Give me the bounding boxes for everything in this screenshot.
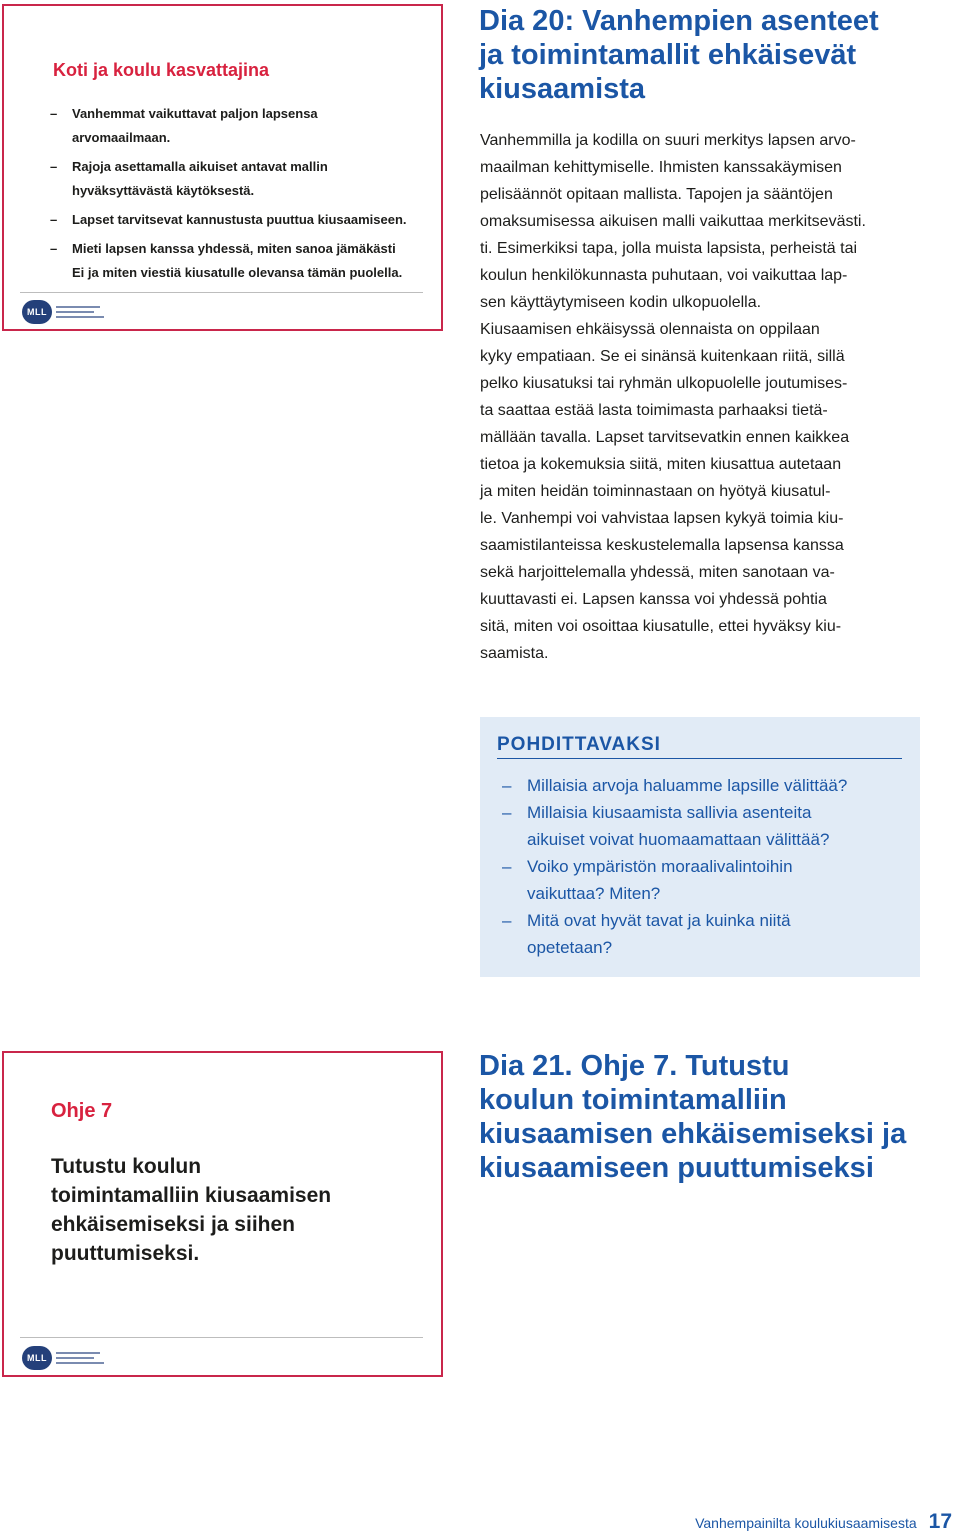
slide-20-divider <box>20 292 423 293</box>
slide-20-bullet <box>50 102 430 150</box>
mll-logo-icon <box>22 1346 104 1370</box>
slide-20-bullet-text: Lapset tarvitsevat kannustusta puuttua kiusaamiseen. <box>72 212 407 227</box>
logo-wordmark-lines <box>56 1352 104 1364</box>
reflection-question <box>502 799 902 853</box>
body-paragraph: Vanhemmilla ja kodilla on suuri merkitys lapsen arvo- maailman kehittymiselle. Ihmisten kanssakäymisen pelisäännöt opitaan mallista. Tapojen ja sääntöjen omaksumisessa aikuisen malli vaikuttaa merkitsevästi. ti. Esimerkiksi tapa, jolla muista lapsista, perheistä tai koulun henkilökunnasta puhutaan, voi vaikuttaa lap- sen käyttäytymiseen kodin ulkopuolella. <box>480 132 866 311</box>
reflection-title-underline <box>497 758 902 759</box>
mll-logo-badge: MLL <box>22 1346 52 1370</box>
page-number: 17 <box>928 1510 952 1533</box>
dash-icon: – <box>50 106 58 121</box>
reflection-question-text: Millaisia arvoja haluamme lapsille välittää? <box>527 776 848 795</box>
slide-20-bullet-text: Vanhemmat vaikuttavat paljon lapsensa arvomaailmaan. <box>72 106 318 145</box>
slide-21-heading: Ohje 7 <box>51 1100 113 1122</box>
dash-icon: – <box>50 212 58 227</box>
slide-20-bullet <box>50 208 430 232</box>
body-paragraph: Kiusaamisen ehkäisyssä olennaista on oppilaan kyky empatiaan. Se ei sinänsä kuitenkaan riitä, sillä pelko kiusatuksi tai ryhmän ulkopuolelle joutumises- ta saattaa estää lasta toimimasta parhaaksi tietä- mällään tavalla. Lapset tarvitsevatkin ennen kaikkea tietoa ja kokemuksia siitä, miten kiusattua autetaan ja miten heidän toiminnastaan on hyötyä kiusatul- le. Vanhempi voi vahvistaa lapsen kykyä toimia kiu- saamistilanteissa keskustelemalla lapsensa kanssa sekä harjoittelemalla yhdessä, miten sanotaan va- kuuttavasti ei. Lapsen kanssa voi yhdessä pohtia sitä, miten voi osoittaa kiusatulle, ettei hyväksy kiu- saamista. <box>480 321 850 662</box>
slide-21-divider <box>20 1337 423 1338</box>
dash-icon: – <box>50 159 58 174</box>
logo-wordmark-lines <box>56 306 104 318</box>
dash-icon: – <box>502 776 512 795</box>
dash-icon: – <box>502 803 512 822</box>
mll-logo-badge: MLL <box>22 300 52 324</box>
slide-21-thumbnail <box>2 1051 443 1377</box>
slide-20-thumbnail <box>2 4 443 331</box>
reflection-question-text: Mitä ovat hyvät tavat ja kuinka niitä opetetaan? <box>527 911 791 957</box>
reflection-question-text: Millaisia kiusaamista sallivia asenteita aikuiset voivat huomaamattaan välittää? <box>527 803 830 849</box>
slide-20-bullet-text: Rajoja asettamalla aikuiset antavat mallin hyväksyttävästä käytöksestä. <box>72 159 328 198</box>
slide-20-bullet <box>50 155 430 203</box>
footer-publication-title: Vanhempainilta koulukiusaamisesta <box>695 1515 917 1531</box>
reflection-question <box>502 772 902 799</box>
page-footer <box>695 1510 952 1534</box>
dash-icon: – <box>502 911 512 930</box>
reflection-question <box>502 907 902 961</box>
slide-21-text: Tutustu koulun toimintamalliin kiusaamisen ehkäisemiseksi ja siihen puuttumiseksi. <box>51 1155 332 1265</box>
slide-20-heading: Koti ja koulu kasvattajina <box>53 60 270 80</box>
reflection-box <box>480 717 920 977</box>
dash-icon: – <box>502 857 512 876</box>
slide-20-bullet-list <box>50 102 430 290</box>
reflection-title: POHDITTAVAKSI <box>497 734 661 755</box>
slide-20-bullet <box>50 237 430 285</box>
dash-icon: – <box>50 241 58 256</box>
slide-20-bullet-text: Mieti lapsen kanssa yhdessä, miten sanoa jämäkästi Ei ja miten viestiä kiusatulle olevansa tämän puolella. <box>72 241 403 280</box>
reflection-question-list <box>502 772 902 961</box>
reflection-question <box>502 853 902 907</box>
mll-logo-icon <box>22 300 104 324</box>
section-21-title: Dia 21. Ohje 7. Tutustu koulun toimintamalliin kiusaamisen ehkäisemiseksi ja kiusaamiseen puuttumiseksi <box>479 1050 907 1184</box>
section-20-body <box>480 127 935 667</box>
reflection-question-text: Voiko ympäristön moraalivalintoihin vaikuttaa? Miten? <box>527 857 793 903</box>
section-20-title: Dia 20: Vanhempien asenteet ja toimintamallit ehkäisevät kiusaamista <box>479 5 879 105</box>
